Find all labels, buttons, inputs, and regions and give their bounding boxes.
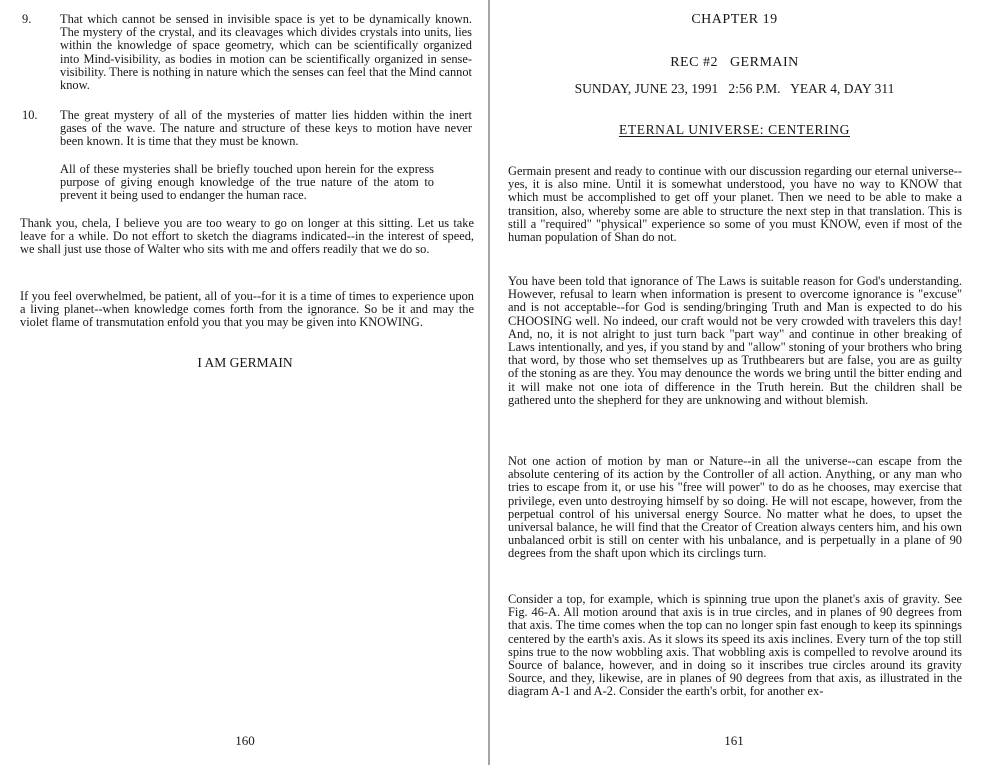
section-heading: ETERNAL UNIVERSE: CENTERING (619, 122, 850, 137)
item-number: 10. (22, 108, 38, 122)
right-page (492, 0, 987, 765)
paragraph-4: Consider a top, for example, which is spinning true upon the planet's axis of gravity. See Fig. 46-A. All motion around that axis is in true circles, and in planes of 90 degrees from that axis. The time comes when the top can no longer spin fast enough to keep its spinnings centered by the earth's axis. As it slows its speed its axis inclines. Every turn of the top still spins true to the now wobbling axis. That wobbling axis is compelled to revolve around its Source of balance, however, and in doing so it inscribes true circles around its gravity Source, and they, likewise, are in planes of 90 degrees from that axis, as illustrated in the diagram A-1 and A-2. Consider the earth's orbit, for another ex- (508, 592, 962, 699)
left-page (0, 0, 488, 765)
paragraph-2: You have been told that ignorance of The Laws is suitable reason for God's understanding. However, refusal to learn when information is present to overcome ignorance is "excuse" and is not acceptable--for God is sending/bringing Truth and Man is expected to do his CHOOSING well. No indeed, our craft would not be very crowded with travelers this day! And, no, it is not alright to just turn back "part way" and continue in other breaking of Laws intentionally, and yes, if you stand by and "allow" stoning of your brothers who bring that word, by those who set themselves up as Truthbearers but are false, you are as guilty of the stoning as are they. You may denounce the words we bring until the bitter ending and it will make not one iota of difference in the Truth herein. But the children shall be gathered unto the shepherd for they are unknowing and without blemish. (508, 274, 962, 407)
page-number-left: 160 (235, 733, 255, 748)
item-text: That which cannot be sensed in invisible space is yet to be dynamically known. The mystery of the crystal, and its cleavages which divides crystals into units, lies within the knowledge of space geometry, which can be scientifically organized into Mind-visibility, as bodies in motion can be scientifically organized in sense-visibility. There is nothing in nature which the senses can feel that the Mind cannot know. (60, 12, 472, 93)
paragraph-1: Germain present and ready to continue with our discussion regarding our eternal universe--yes, it is also mine. Until it is somewhat understood, you have no way to KNOW that which must be accomplished to get off your planet. Then we need to be able to make a transition, also, whereby some are able to structure the next step in that translation. This is still a "required" "physical" experience so some of you must KNOW, even if most of the human population of Shan do not. (508, 164, 962, 245)
book-gutter (488, 0, 490, 765)
signature: I AM GERMAIN (197, 355, 293, 370)
paragraph-thanks: Thank you, chela, I believe you are too weary to go on longer at this sitting. Let us take leave for a while. Do not effort to sketch the diagrams indicated--in the interest of speed, we shall just use those of Walter who sits with me and offers readily that we do so. (20, 216, 474, 257)
numbered-item-10 (22, 109, 472, 149)
chapter-title: CHAPTER 19 (691, 12, 778, 27)
numbered-item-9 (22, 13, 472, 92)
page-number-right: 161 (724, 733, 744, 748)
indented-paragraph: All of these mysteries shall be briefly touched upon herein for the express purpose of giving enough knowledge of the true nature of the atom to prevent it being used to endanger the human race. (60, 162, 434, 203)
item-text: The great mystery of all of the mysteries of matter lies hidden within the inert gases of the wave. The nature and structure of these keys to motion have never been known. It is time that they must be known. (60, 108, 472, 149)
item-number: 9. (22, 12, 32, 26)
paragraph-overwhelmed: If you feel overwhelmed, be patient, all of you--for it is a time of times to experience upon a living planet--when knowledge comes forth from the ignorance. So be it and may the violet flame of transmutation enfold you that you may be given into KNOWING. (20, 289, 474, 330)
date-line: SUNDAY, JUNE 23, 1991 2:56 P.M. YEAR 4, DAY 311 (574, 81, 895, 96)
rec-line: REC #2 GERMAIN (670, 55, 799, 70)
paragraph-3: Not one action of motion by man or Nature--in all the universe--can escape from the absolute centering of its action by the Controller of all action. Anything, or any man who tries to escape from it, or use his "free will power" to do as he chooses, may exercise that privilege, even unto destroying himself by so doing. He will not escape, however, from the perpetual control of his universal energy Source. No matter what he does, to upset the universal balance, he will find that the Creator of Creation always centers him, and his own unbalanced orbit is still on center with his unbalance, and is perpetually in a plane of 90 degrees from the shaft upon which its circlings turn. (508, 454, 962, 561)
